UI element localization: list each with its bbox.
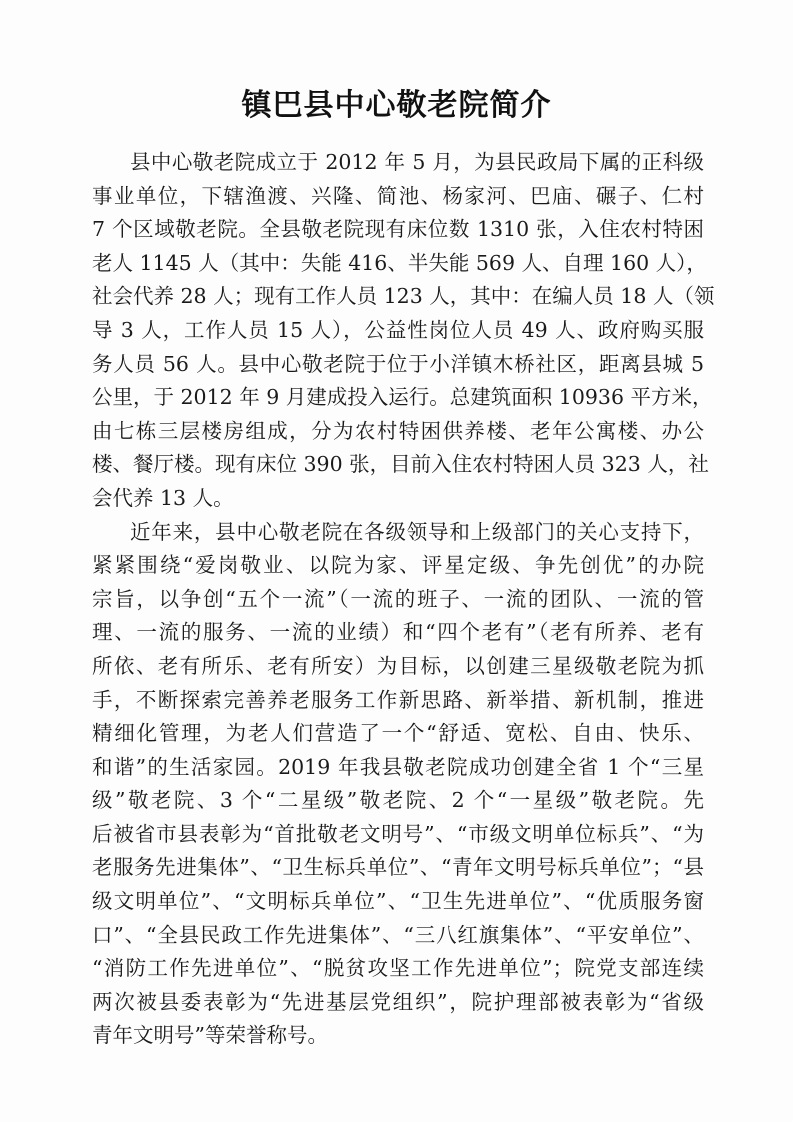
paragraph-1-line: 导 3 人，工作人员 15 人），公益性岗位人员 49 人、政府购买服 [92, 317, 704, 342]
paragraph-2-line: 所依、老有所乐、老有所安）为目标，以创建三星级敬老院为抓 [92, 653, 704, 678]
paragraph-2-line: 两次被县委表彰为“先进基层党组织”，院护理部被表彰为“省级 [92, 989, 704, 1014]
paragraph-2-line: 手，不断探索完善养老服务工作新思路、新举措、新机制，推进 [92, 687, 704, 712]
paragraph-1-line: 公里，于 2012 年 9 月建成投入运行。总建筑面积 10936 平方米， [92, 385, 713, 410]
paragraph-1-line: 社会代养 28 人；现有工作人员 123 人，其中：在编人员 18 人（领 [92, 284, 715, 309]
paragraph-2-line: 级”敬老院、3 个“二星级”敬老院、2 个“一星级”敬老院。先 [92, 788, 704, 813]
document-body [92, 146, 715, 1053]
paragraph-1-line: 务人员 56 人。县中心敬老院于位于小洋镇木桥社区，距离县城 5 [92, 351, 704, 376]
paragraph-2-line: 后被省市县表彰为“首批敬老文明号”、“市级文明单位标兵”、“为 [92, 821, 704, 846]
paragraph-1-line: 县中心敬老院成立于 2012 年 5 月，为县民政局下属的正科级 [130, 150, 704, 174]
paragraph-2-line: 近年来，县中心敬老院在各级领导和上级部门的关心支持下， [130, 519, 704, 544]
paragraph-1-line: 事业单位，下辖渔渡、兴隆、简池、杨家河、巴庙、碾子、仁村 [92, 183, 704, 208]
paragraph-2-line: “消防工作先进单位”、“脱贫攻坚工作先进单位”；院党支部连续 [92, 956, 704, 981]
paragraph-2-line: 口”、“全县民政工作先进集体”、“三八红旗集体”、“平安单位”、 [92, 922, 704, 947]
paragraph-1-line: 7 个区域敬老院。全县敬老院现有床位数 1310 张，入住农村特困 [92, 217, 704, 242]
paragraph-2-line: 理、一流的服务、一流的业绩）和“四个老有”（老有所养、老有 [92, 620, 704, 645]
paragraph-2-line: 老服务先进集体”、“卫生标兵单位”、“青年文明号标兵单位”；“县 [92, 855, 704, 880]
paragraph-1-line: 楼、餐厅楼。现有床位 390 张，目前入住农村特困人员 323 人，社 [92, 452, 709, 477]
paragraph-1-line: 老人 1145 人（其中：失能 416、半失能 569 人、自理 160 人）， [92, 250, 707, 275]
paragraph-2-line: 青年文明号”等荣誉称号。 [92, 1023, 328, 1048]
paragraph-2-line: 级文明单位”、“文明标兵单位”、“卫生先进单位”、“优质服务窗 [92, 889, 704, 914]
document-title: 镇巴县中心敬老院简介 [241, 88, 552, 123]
paragraph-2-line: 和谐”的生活家园。2019 年我县敬老院成功创建全省 1 个“三星 [92, 754, 704, 779]
paragraph-1-line: 由七栋三层楼房组成，分为农村特困供养楼、老年公寓楼、办公 [92, 418, 704, 443]
paragraph-2-line: 宗旨，以争创“五个一流”（一流的班子、一流的团队、一流的管 [92, 586, 704, 611]
paragraph-2-line: 精细化管理，为老人们营造了一个“舒适、宽松、自由、快乐、 [92, 721, 704, 746]
paragraph-2-line: 紧紧围绕“爱岗敬业、以院为家、评星定级、争先创优”的办院 [92, 553, 704, 578]
paragraph-1-line: 会代养 13 人。 [92, 485, 234, 510]
